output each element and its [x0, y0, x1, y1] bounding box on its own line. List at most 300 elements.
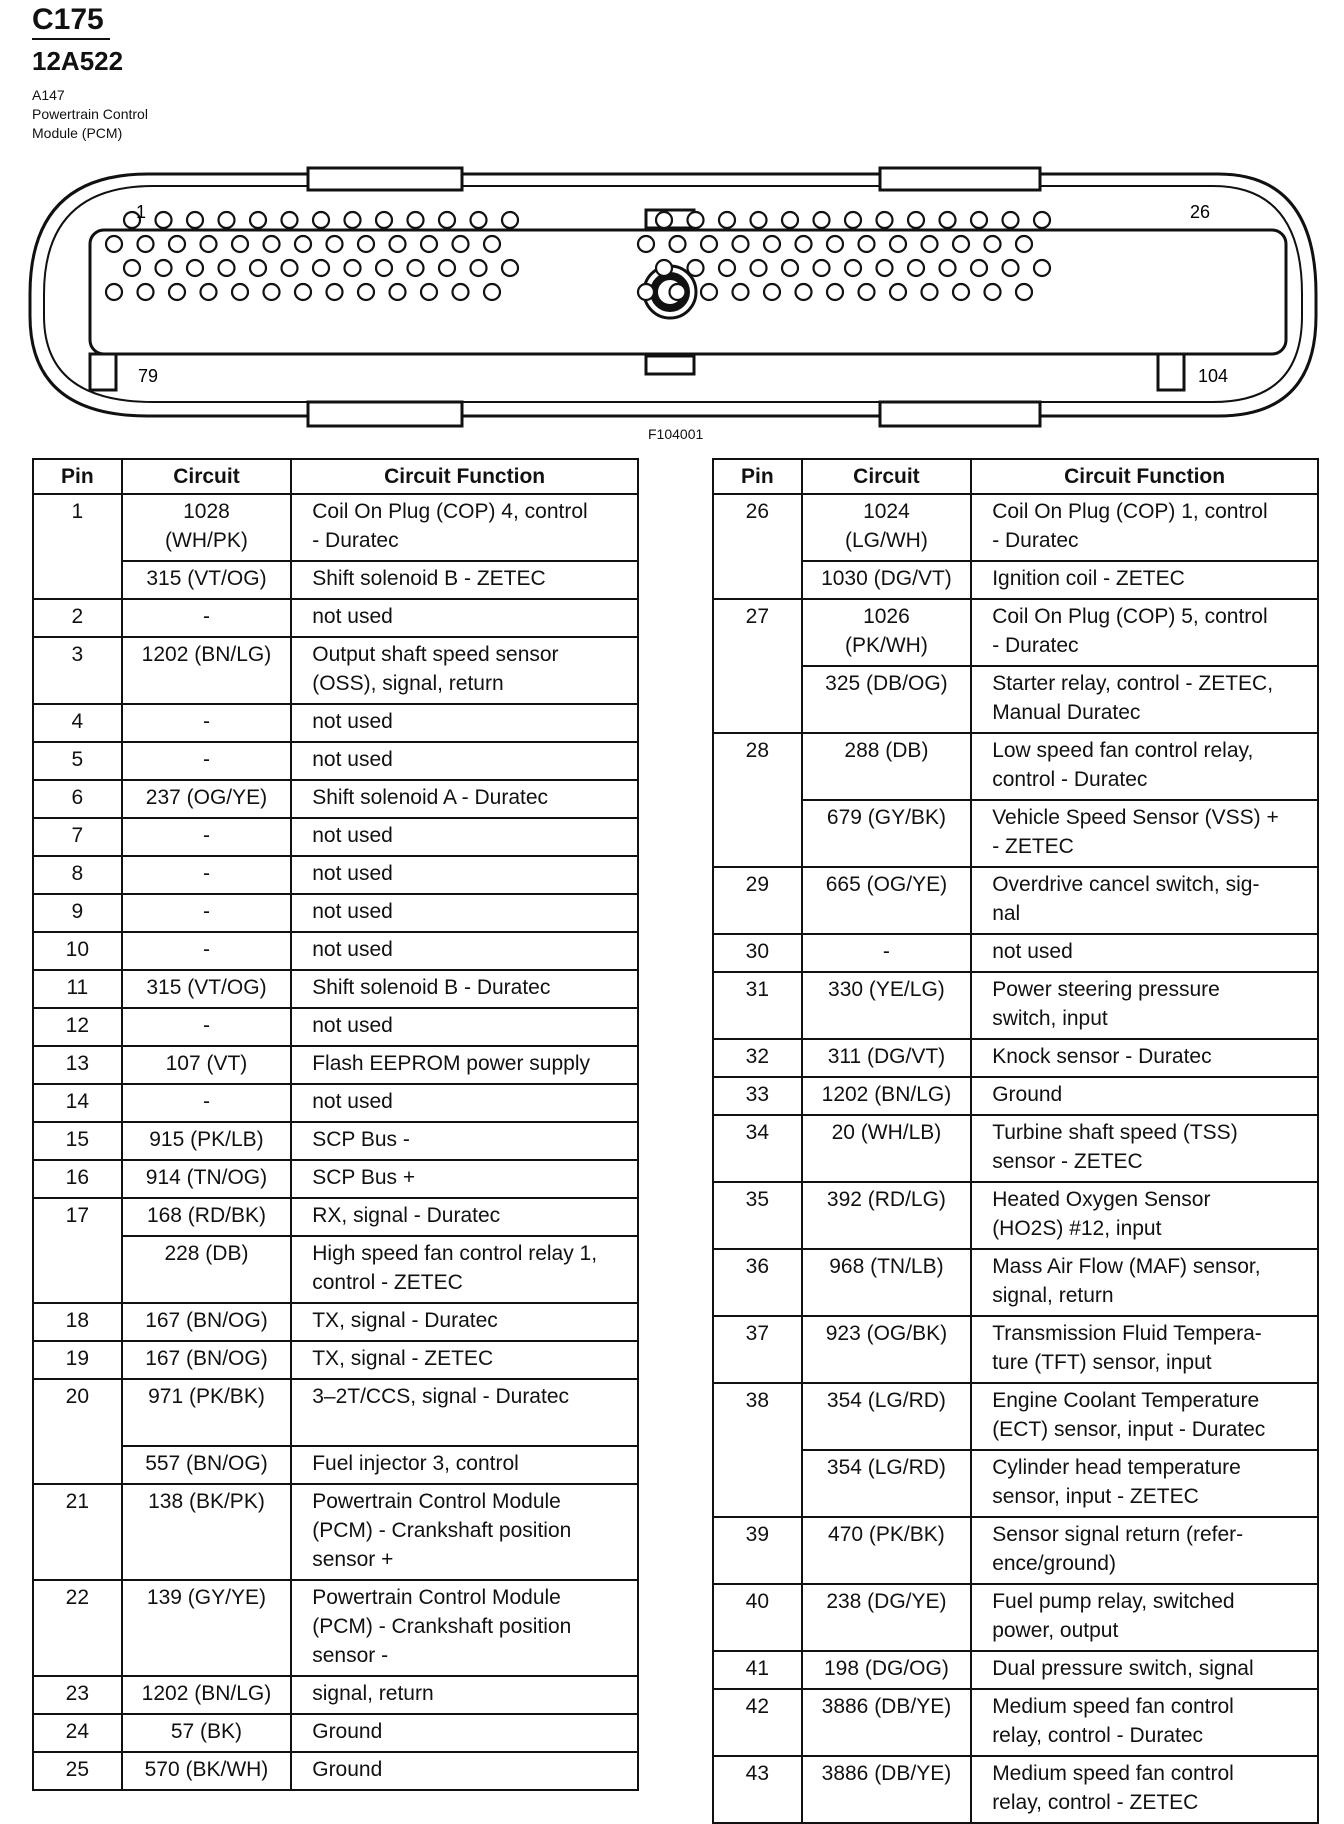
function-cell-line: not used [312, 900, 393, 923]
circuit-cell-line: - [202, 862, 210, 885]
pin-hole [670, 284, 686, 300]
circuit-cell [122, 780, 292, 818]
pin-hole [1034, 212, 1050, 228]
circuit-cell-line [127, 1411, 287, 1440]
function-cell [971, 1689, 1318, 1756]
function-cell-line: ence/ground) [992, 1552, 1116, 1575]
figure-id: F104001 [648, 426, 704, 442]
circuit-cell [802, 1115, 972, 1182]
function-cell [291, 1008, 638, 1046]
circuit-cell [122, 1084, 292, 1122]
circuit-cell-line: (PK/WH) [845, 634, 928, 657]
circuit-cell-line: 968 (TN/LB) [829, 1255, 944, 1278]
circuit-cell [122, 1580, 292, 1676]
pin-hole [890, 284, 906, 300]
table-row [33, 1198, 638, 1236]
pin-number: 32 [713, 1039, 802, 1077]
circuit-cell [122, 1446, 292, 1484]
function-cell-line: Powertrain Control Module [312, 1490, 561, 1513]
function-cell [291, 894, 638, 932]
function-cell-line: Overdrive cancel switch, sig- [992, 873, 1260, 896]
table-row [713, 494, 1318, 561]
function-cell-line: power, output [992, 1619, 1119, 1642]
pin-number: 18 [33, 1303, 122, 1341]
function-cell [291, 1446, 638, 1484]
pin-hole [264, 236, 280, 252]
function-cell-line: switch, input [992, 1007, 1108, 1030]
pin-hole [859, 284, 875, 300]
circuit-cell [802, 1077, 972, 1115]
pin-hole [124, 260, 140, 276]
pin-number: 24 [33, 1714, 122, 1752]
pin-hole [638, 236, 654, 252]
function-cell-line: control - ZETEC [312, 1271, 463, 1294]
function-cell [291, 1714, 638, 1752]
circuit-cell [122, 1714, 292, 1752]
table-row [713, 1651, 1318, 1689]
table-row [713, 867, 1318, 934]
circuit-cell [122, 932, 292, 970]
pin-hole [421, 284, 437, 300]
connector-diagram [28, 166, 1318, 428]
function-cell [291, 599, 638, 637]
function-cell-line: sensor - ZETEC [992, 1150, 1143, 1173]
function-cell [971, 1383, 1318, 1450]
function-cell-line: RX, signal - Duratec [312, 1204, 501, 1227]
pin-hole [390, 236, 406, 252]
function-cell [971, 1249, 1318, 1316]
circuit-cell-line: 354 (LG/RD) [826, 1456, 946, 1479]
table-row [713, 666, 1318, 733]
circuit-cell [122, 1008, 292, 1046]
circuit-cell-line: 20 (WH/LB) [831, 1121, 942, 1144]
function-cell-line: Dual pressure switch, signal [992, 1657, 1254, 1680]
circuit-cell-line: 1202 (BN/LG) [821, 1083, 952, 1106]
circuit-cell [122, 494, 292, 561]
column-header-pin: Pin [33, 459, 122, 494]
function-cell [291, 1676, 638, 1714]
circuit-cell-line: 354 (LG/RD) [826, 1389, 946, 1412]
circuit-cell [802, 1517, 972, 1584]
circuit-cell-line: - [202, 938, 210, 961]
pin-hole [453, 236, 469, 252]
function-cell-line: Shift solenoid A - Duratec [312, 786, 549, 809]
function-cell-line: not used [312, 1014, 393, 1037]
function-cell-line: Knock sensor - Duratec [992, 1045, 1212, 1068]
table-row [33, 599, 638, 637]
table-row [713, 1115, 1318, 1182]
pin-hole [138, 236, 154, 252]
pin-hole [390, 284, 406, 300]
circuit-cell-line: 315 (VT/OG) [146, 567, 267, 590]
component-id: A147 [32, 87, 65, 103]
function-cell-line: - Duratec [992, 529, 1079, 552]
terminal-tab-right [1158, 354, 1184, 390]
circuit-cell-line: 315 (VT/OG) [146, 976, 267, 999]
circuit-cell [122, 742, 292, 780]
function-cell-line: Ground [312, 1720, 383, 1743]
function-cell-line: sensor, input - ZETEC [992, 1485, 1199, 1508]
function-cell [291, 561, 638, 599]
pin-hole [701, 236, 717, 252]
circuit-cell [802, 867, 972, 934]
pin-hole [358, 284, 374, 300]
table-row [33, 1676, 638, 1714]
pin-hole [187, 212, 203, 228]
function-cell-line: Shift solenoid B - Duratec [312, 976, 551, 999]
circuit-cell-line: 470 (PK/BK) [828, 1523, 945, 1546]
part-number: 12A522 [32, 46, 124, 76]
circuit-cell-line: 107 (VT) [165, 1052, 248, 1075]
function-cell-line: Starter relay, control - ZETEC, [992, 672, 1274, 695]
pin-hole [201, 284, 217, 300]
function-cell-line: nal [992, 902, 1021, 925]
circuit-cell [122, 704, 292, 742]
pin-number: 14 [33, 1084, 122, 1122]
table-row [33, 1084, 638, 1122]
pin-number: 4 [33, 704, 122, 742]
pin-number: 30 [713, 934, 802, 972]
circuit-cell-line: 915 (PK/LB) [149, 1128, 264, 1151]
pin-hole [156, 212, 172, 228]
table-row [33, 1341, 638, 1379]
pin-number: 20 [33, 1379, 122, 1484]
table-row [713, 972, 1318, 1039]
pin-hole [484, 284, 500, 300]
function-cell-line: Medium speed fan control [992, 1762, 1234, 1785]
terminal-tab-left [90, 354, 116, 390]
function-cell-line: not used [312, 824, 393, 847]
function-cell-line: Engine Coolant Temperature [992, 1389, 1260, 1412]
pin-hole [656, 212, 672, 228]
function-cell [291, 1198, 638, 1236]
function-cell [971, 1584, 1318, 1651]
function-cell-line: (ECT) sensor, input - Duratec [992, 1418, 1266, 1441]
function-cell [971, 1077, 1318, 1115]
pin-hole [1034, 260, 1050, 276]
pin-hole [169, 284, 185, 300]
circuit-cell [802, 1316, 972, 1383]
pin-number: 39 [713, 1517, 802, 1584]
pin-hole [845, 260, 861, 276]
circuit-cell-line: 228 (DB) [164, 1242, 249, 1265]
function-cell-line: Transmission Fluid Tempera- [992, 1322, 1262, 1345]
circuit-cell [122, 1752, 292, 1790]
pin-hole [859, 236, 875, 252]
circuit-cell-line: 288 (DB) [844, 739, 929, 762]
pin-hole [295, 284, 311, 300]
function-cell [291, 1046, 638, 1084]
function-cell-line: not used [312, 1090, 393, 1113]
pin-hole [719, 260, 735, 276]
circuit-cell [802, 733, 972, 800]
function-cell-line: Turbine shaft speed (TSS) [992, 1121, 1238, 1144]
pin-hole [985, 284, 1001, 300]
circuit-cell-line: 167 (BN/OG) [145, 1309, 268, 1332]
pin-number: 6 [33, 780, 122, 818]
circuit-cell-line: - [202, 710, 210, 733]
function-cell-line: Output shaft speed sensor [312, 643, 559, 666]
function-cell-line: Cylinder head temperature [992, 1456, 1241, 1479]
pin-hole [656, 260, 672, 276]
function-cell-line: - Duratec [992, 634, 1079, 657]
circuit-cell-line: - [202, 748, 210, 771]
table-row [33, 1303, 638, 1341]
function-cell [291, 494, 638, 561]
circuit-cell [122, 1046, 292, 1084]
function-cell-line: Coil On Plug (COP) 1, control [992, 500, 1268, 523]
function-cell [291, 856, 638, 894]
function-cell [971, 1115, 1318, 1182]
pin-number: 41 [713, 1651, 802, 1689]
function-cell-line: not used [312, 748, 393, 771]
function-cell [291, 818, 638, 856]
function-cell [291, 1236, 638, 1303]
circuit-cell-line: 1202 (BN/LG) [141, 1682, 272, 1705]
circuit-cell-line: - [202, 1014, 210, 1037]
function-cell-line: signal, return [992, 1284, 1114, 1307]
key-bottom [646, 356, 694, 374]
pin-hole [638, 284, 654, 300]
column-header-pin: Pin [713, 459, 802, 494]
document-header [32, 2, 148, 143]
circuit-cell [122, 856, 292, 894]
pin-number: 34 [713, 1115, 802, 1182]
circuit-cell [802, 972, 972, 1039]
pin-hole [701, 284, 717, 300]
pin-hole [421, 236, 437, 252]
pin-hole [940, 212, 956, 228]
table-row [33, 1752, 638, 1790]
pinout-table-left [32, 458, 639, 1791]
pin-number: 43 [713, 1756, 802, 1823]
circuit-cell [122, 637, 292, 704]
pin-hole [877, 212, 893, 228]
pin-hole [751, 212, 767, 228]
function-cell-line: High speed fan control relay 1, [312, 1242, 598, 1265]
table-row [33, 704, 638, 742]
table-row [33, 1046, 638, 1084]
pin-hole [1016, 284, 1032, 300]
pin-hole [187, 260, 203, 276]
pin-hole [827, 236, 843, 252]
function-cell-line: ture (TFT) sensor, input [992, 1351, 1212, 1374]
table-row [33, 1160, 638, 1198]
circuit-cell-line: - [202, 900, 210, 923]
circuit-cell-line: 392 (RD/LG) [826, 1188, 946, 1211]
pin-number: 23 [33, 1676, 122, 1714]
table-row [713, 1517, 1318, 1584]
circuit-cell-line: (WH/PK) [165, 529, 248, 552]
circuit-cell [122, 1484, 292, 1580]
pin-hole [502, 212, 518, 228]
circuit-cell [802, 494, 972, 561]
latch-bottom-left [308, 402, 462, 426]
pin-number: 31 [713, 972, 802, 1039]
function-cell-line: Powertrain Control Module [312, 1586, 561, 1609]
circuit-cell-line: 138 (BK/PK) [148, 1490, 265, 1513]
table-row [33, 894, 638, 932]
circuit-cell [122, 894, 292, 932]
function-cell-line: SCP Bus - [312, 1128, 410, 1151]
circuit-cell-line: 923 (OG/BK) [825, 1322, 948, 1345]
table-row [33, 1379, 638, 1446]
function-cell-line: not used [992, 940, 1073, 963]
circuit-cell-line: 238 (DG/YE) [826, 1590, 947, 1613]
function-cell [971, 1517, 1318, 1584]
circuit-cell-line: 198 (DG/OG) [823, 1657, 949, 1680]
table-row [33, 494, 638, 561]
pin-hole [733, 284, 749, 300]
circuit-cell-line: 311 (DG/VT) [827, 1045, 946, 1068]
pin-number: 1 [33, 494, 122, 599]
pin-hole [250, 212, 266, 228]
circuit-cell [802, 1182, 972, 1249]
circuit-cell-line: 325 (DB/OG) [825, 672, 948, 695]
table-row [33, 637, 638, 704]
pin-hole [232, 284, 248, 300]
pin-hole [796, 236, 812, 252]
circuit-cell [802, 934, 972, 972]
function-cell-line: (PCM) - Crankshaft position [312, 1615, 572, 1638]
function-cell-line: Shift solenoid B - ZETEC [312, 567, 546, 590]
pin-number: 3 [33, 637, 122, 704]
pin-hole [282, 260, 298, 276]
function-cell-line: control - Duratec [992, 768, 1148, 791]
table-row [713, 1689, 1318, 1756]
function-cell-line: - ZETEC [992, 835, 1074, 858]
pin-hole [201, 236, 217, 252]
pin-hole [908, 212, 924, 228]
function-cell [971, 1450, 1318, 1517]
pin-hole [688, 260, 704, 276]
pin-hole [439, 260, 455, 276]
pin-hole [156, 260, 172, 276]
pin-hole [408, 260, 424, 276]
function-cell-line: Power steering pressure [992, 978, 1220, 1001]
pin-hole [971, 260, 987, 276]
function-cell [291, 970, 638, 1008]
circuit-cell-line: 237 (OG/YE) [145, 786, 268, 809]
function-cell-line: SCP Bus + [312, 1166, 416, 1189]
table-row [713, 1182, 1318, 1249]
pin-number: 8 [33, 856, 122, 894]
function-cell [291, 932, 638, 970]
table-row [33, 1236, 638, 1303]
circuit-cell-line: 570 (BK/WH) [144, 1758, 269, 1781]
pin-label-1: 1 [136, 202, 147, 222]
pin-hole [1003, 260, 1019, 276]
table-row [33, 1580, 638, 1676]
pin-hole [327, 236, 343, 252]
pin-hole [219, 212, 235, 228]
function-cell [971, 1182, 1318, 1249]
pin-hole [782, 260, 798, 276]
pin-hole [345, 260, 361, 276]
function-cell-line: not used [312, 710, 393, 733]
pin-number: 16 [33, 1160, 122, 1198]
function-cell-line: Sensor signal return (refer- [992, 1523, 1244, 1546]
function-cell-line: sensor + [312, 1548, 394, 1571]
table-row [713, 1584, 1318, 1651]
pin-hole [751, 260, 767, 276]
table-row [33, 742, 638, 780]
pin-label-26: 26 [1190, 202, 1211, 222]
circuit-cell [802, 1039, 972, 1077]
function-cell-line: Flash EEPROM power supply [312, 1052, 591, 1075]
pin-number: 33 [713, 1077, 802, 1115]
circuit-cell [802, 1584, 972, 1651]
circuit-cell-line: 168 (RD/BK) [146, 1204, 266, 1227]
pin-hole [282, 212, 298, 228]
pin-number: 5 [33, 742, 122, 780]
function-cell-line: Fuel pump relay, switched [992, 1590, 1235, 1613]
function-cell-line: Ground [312, 1758, 383, 1781]
circuit-cell-line: - [202, 605, 210, 628]
pin-number: 29 [713, 867, 802, 934]
table-row [33, 780, 638, 818]
pin-hole [782, 212, 798, 228]
table-row [713, 1383, 1318, 1450]
circuit-cell [802, 1756, 972, 1823]
pin-hole [471, 212, 487, 228]
function-cell-line: Mass Air Flow (MAF) sensor, [992, 1255, 1261, 1278]
table-row [713, 1756, 1318, 1823]
function-cell-line: TX, signal - ZETEC [312, 1347, 494, 1370]
pin-hole [719, 212, 735, 228]
pin-number: 22 [33, 1580, 122, 1676]
pin-hole [733, 236, 749, 252]
pin-number: 38 [713, 1383, 802, 1517]
circuit-cell [122, 970, 292, 1008]
pin-hole [219, 260, 235, 276]
function-cell [291, 780, 638, 818]
pin-number: 35 [713, 1182, 802, 1249]
circuit-cell [122, 599, 292, 637]
pin-number: 15 [33, 1122, 122, 1160]
table-row [713, 934, 1318, 972]
function-cell [291, 1084, 638, 1122]
circuit-cell [122, 1341, 292, 1379]
function-cell-line: not used [312, 938, 393, 961]
pin-number: 11 [33, 970, 122, 1008]
function-cell [291, 1580, 638, 1676]
table-row [33, 1484, 638, 1580]
function-cell [971, 1316, 1318, 1383]
pin-number: 42 [713, 1689, 802, 1756]
circuit-cell [122, 1236, 292, 1303]
latch-bottom-right [880, 402, 1040, 426]
pin-hole [827, 284, 843, 300]
pin-number: 10 [33, 932, 122, 970]
pin-hole [953, 284, 969, 300]
pin-hole [313, 260, 329, 276]
circuit-cell-line: - [202, 1090, 210, 1113]
function-cell [291, 637, 638, 704]
pin-hole [877, 260, 893, 276]
pin-hole [439, 212, 455, 228]
table-row [713, 1077, 1318, 1115]
function-cell-line: Fuel injector 3, control [312, 1452, 519, 1475]
column-header-function: Circuit Function [971, 459, 1318, 494]
pin-number: 28 [713, 733, 802, 867]
table-row [713, 1249, 1318, 1316]
pinout-table-right [712, 458, 1319, 1824]
table-row [33, 932, 638, 970]
circuit-cell [122, 1303, 292, 1341]
latch-top-left [308, 168, 462, 190]
pin-number: 40 [713, 1584, 802, 1651]
